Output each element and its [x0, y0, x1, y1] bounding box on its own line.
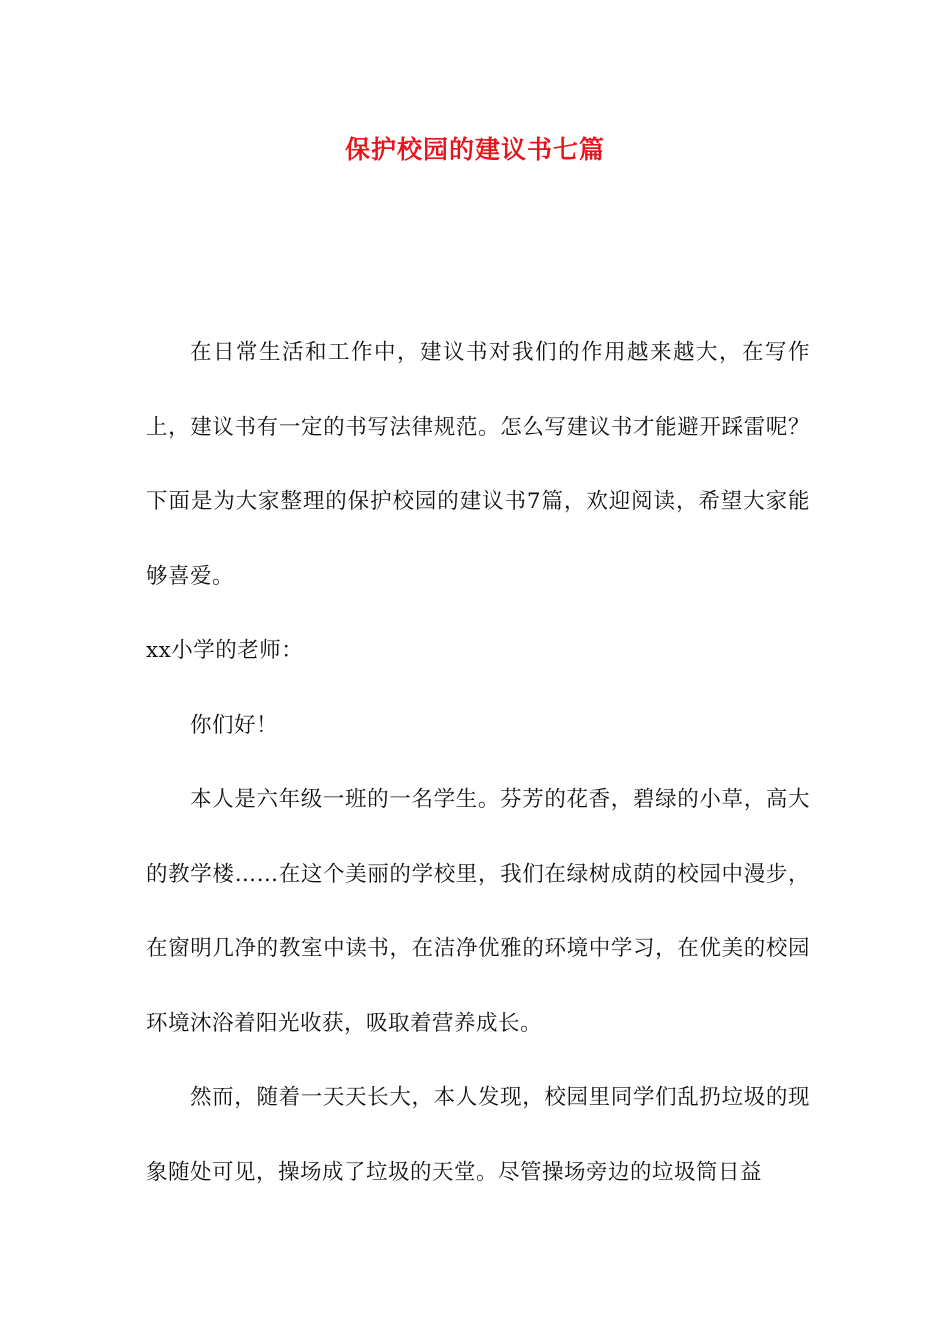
greeting: 你们好！ [190, 712, 279, 738]
salutation: xx小学的老师： [146, 638, 304, 663]
document-body [146, 316, 810, 1210]
intro-paragraph: 在日常生活和工作中，建议书对我们的作用越来越大，在写作上，建议书有一定的书写法律规范。怎么写建议书才能避开踩雷呢？下面是为大家整理的保护校园的建议书7篇，欢迎阅读，希望大家能够喜爱。 [146, 340, 810, 589]
document-title: 保护校园的建议书七篇 [344, 135, 605, 164]
body-paragraph-2: 然而，随着一天天长大，本人发现，校园里同学们乱扔垃圾的现象随处可见，操场成了垃圾的天堂。尽管操场旁边的垃圾筒日益 [146, 1085, 810, 1185]
body-paragraph-1: 本人是六年级一班的一名学生。芬芳的花香，碧绿的小草，高大的教学楼……在这个美丽的学校里，我们在绿树成荫的校园中漫步，在窗明几净的教室中读书，在洁净优雅的环境中学习，在优美的校园环境沐浴着阳光收获，吸取着营养成长。 [146, 787, 810, 1036]
